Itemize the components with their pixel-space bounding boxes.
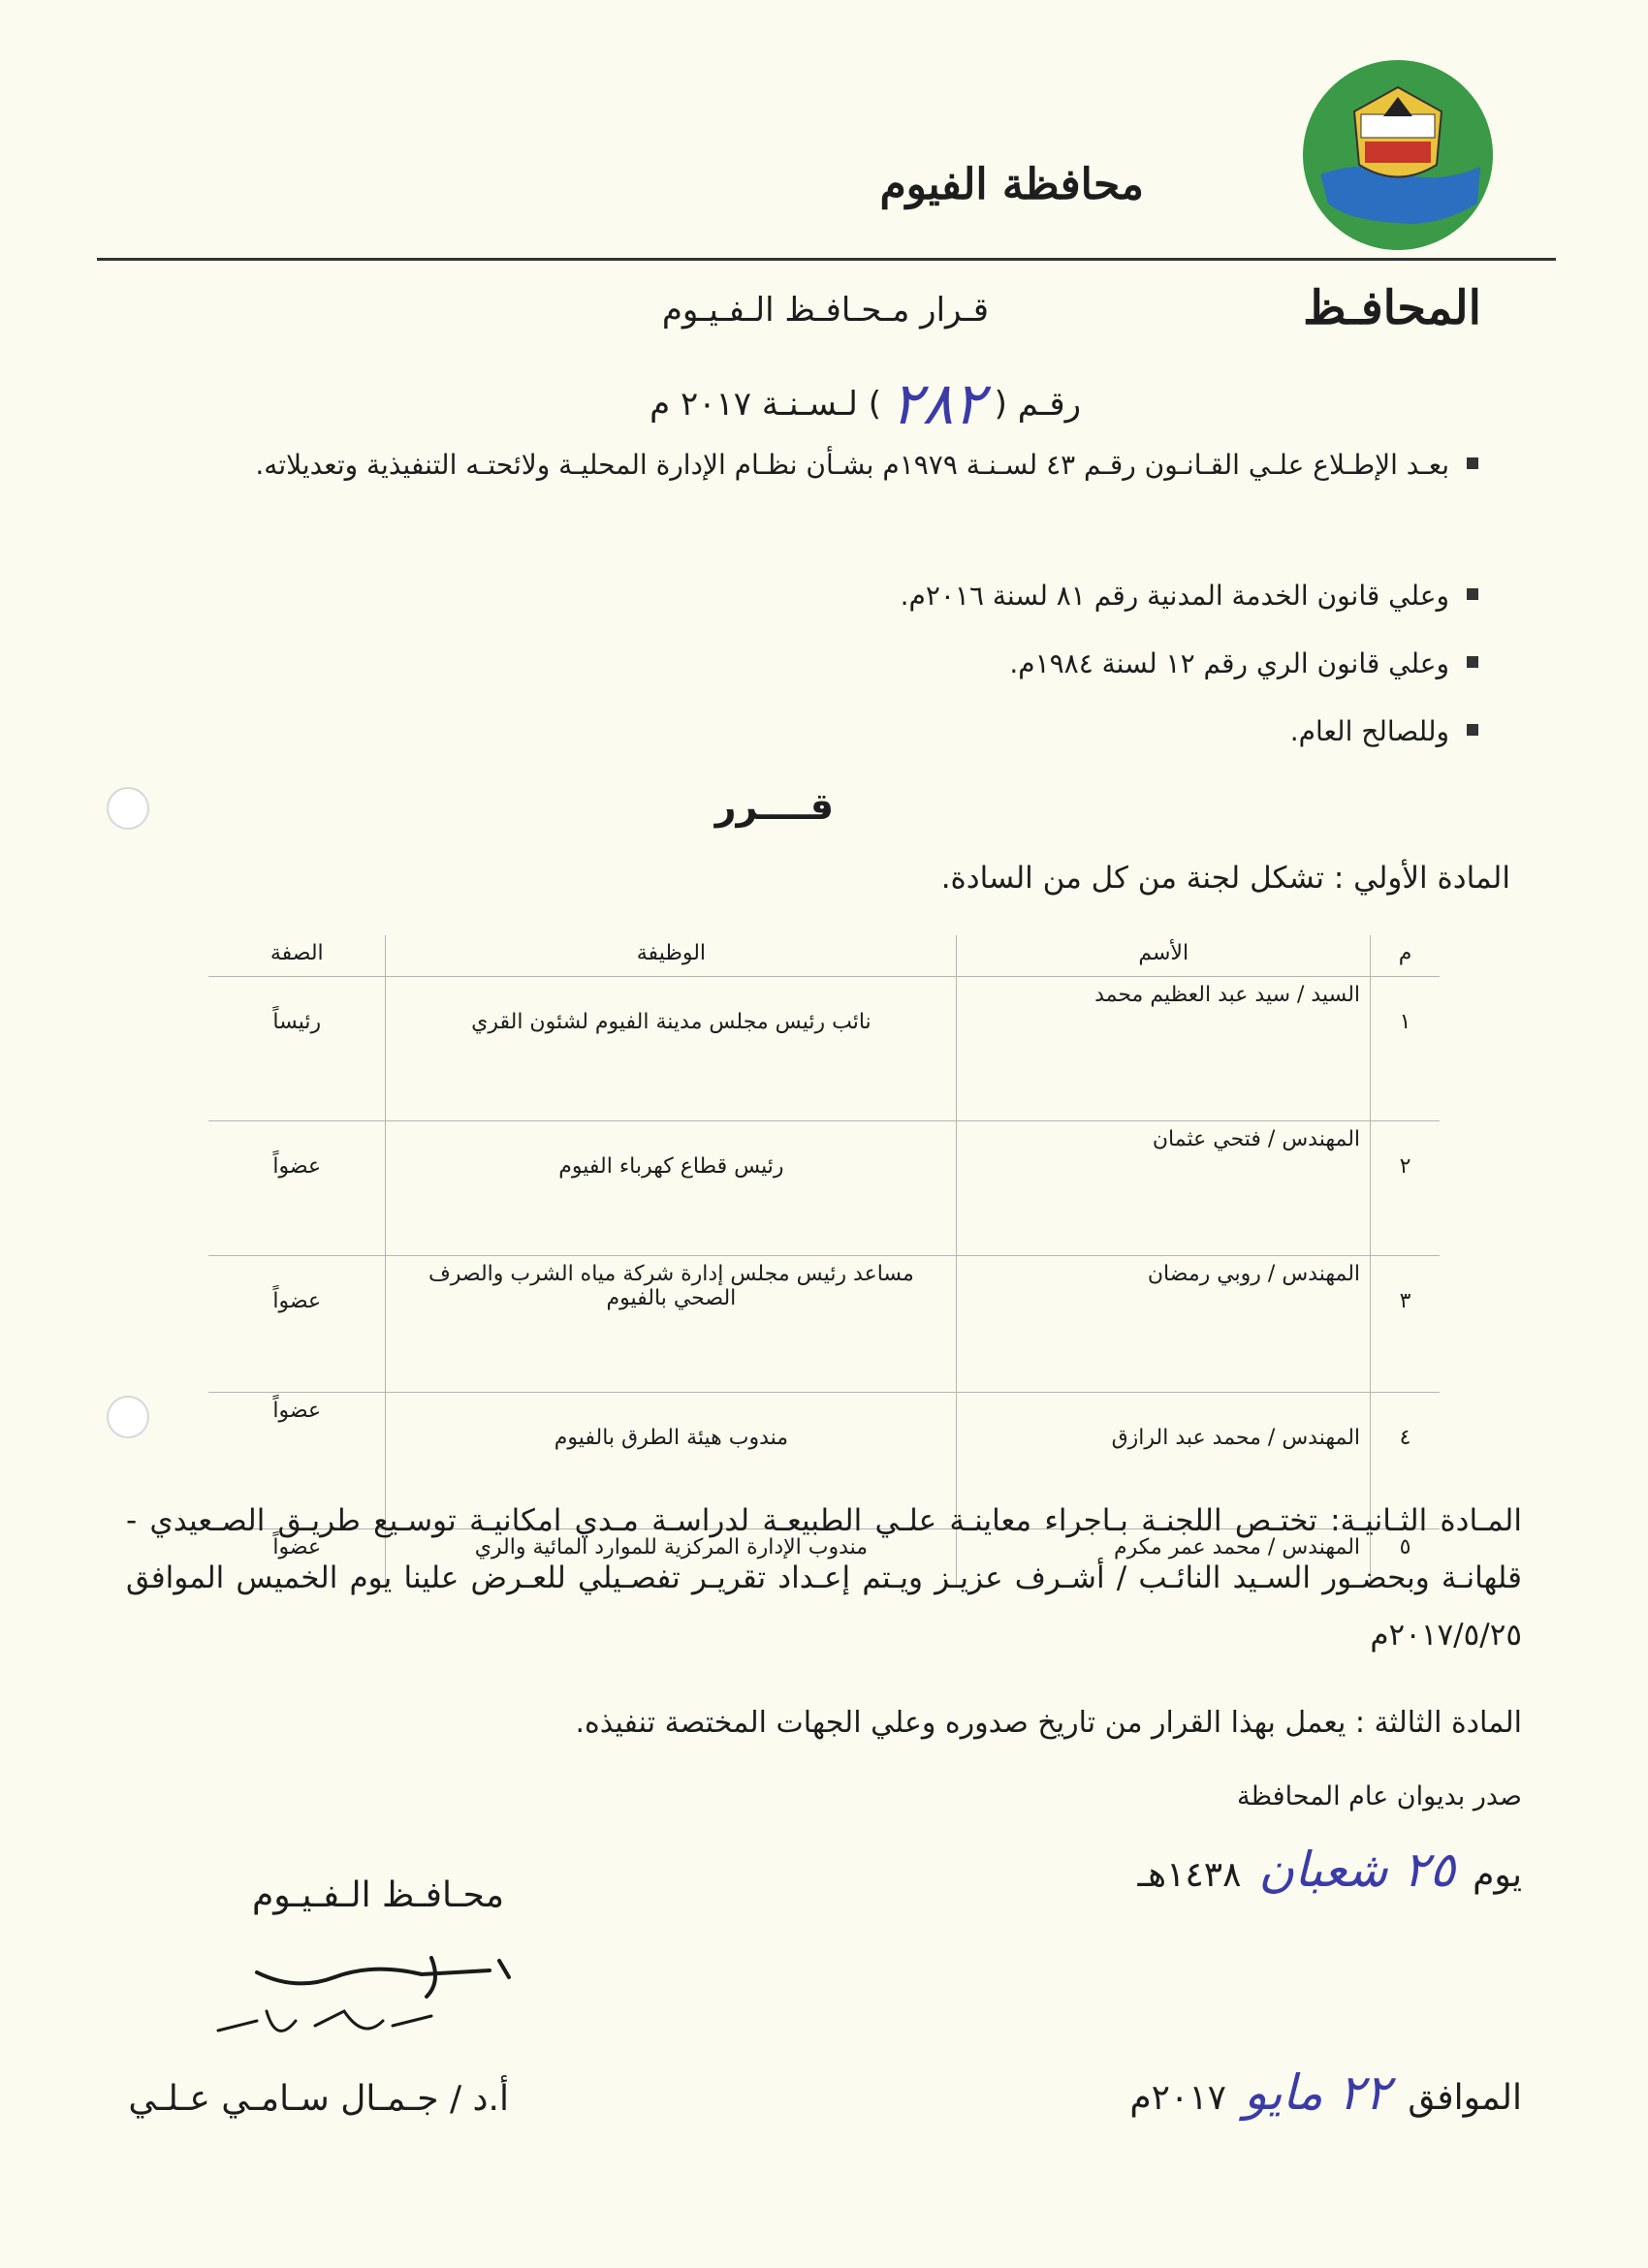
signatory-name: أ.د / جـمـال سـامـي عـلـي — [128, 2079, 509, 2119]
member-no: ٢ — [1371, 1121, 1440, 1256]
issued-at: صدر بديوان عام المحافظة — [1237, 1781, 1522, 1811]
header-no: م — [1371, 935, 1440, 977]
punch-hole — [107, 1396, 149, 1438]
whereas-item: وعلي قانون الخدمة المدنية رقم ٨١ لسنة ٢٠١٦م. — [901, 572, 1478, 619]
bullet-icon — [1467, 457, 1478, 469]
decision-title: قـرار مـحـافـظ الـفـيـوم — [661, 291, 989, 330]
member-name: السيد / سيد عبد العظيم محمد — [957, 977, 1371, 1121]
whereas-item: وللصالح العام. — [1290, 708, 1478, 755]
bullet-icon — [1467, 588, 1478, 600]
header-job: الوظيفة — [386, 935, 957, 977]
gregorian-day: ٢٢ مايو — [1244, 2064, 1391, 2121]
table-header-row — [208, 935, 1440, 977]
header-role: الصفة — [208, 935, 386, 977]
member-role: عضواً — [208, 1256, 386, 1393]
member-name: المهندس / فتحي عثمان — [957, 1121, 1371, 1256]
gregorian-prefix: الموافق — [1408, 2078, 1522, 2118]
committee-table — [208, 935, 1440, 1588]
member-no: ١ — [1371, 977, 1440, 1121]
member-job: مندوب هيئة الطرق بالفيوم — [386, 1393, 957, 1529]
punch-hole — [107, 787, 149, 830]
member-job: مساعد رئيس مجلس إدارة شركة مياه الشرب والصرف الصحي بالفيوم — [386, 1256, 957, 1393]
member-role: عضواً — [208, 1121, 386, 1256]
gregorian-date — [1129, 2064, 1522, 2121]
hijri-day: ٢٥ شعبان — [1258, 1842, 1456, 1898]
table-row — [208, 1256, 1440, 1393]
member-name: المهندس / روبي رمضان — [957, 1256, 1371, 1393]
article-3: المادة الثالثة : يعمل بهذا القرار من تاريخ صدوره وعلي الجهات المختصة تنفيذه. — [575, 1706, 1522, 1740]
hijri-year: ١٤٣٨هـ — [1137, 1855, 1242, 1895]
hijri-prefix: يوم — [1473, 1855, 1522, 1895]
table-row — [208, 1121, 1440, 1256]
member-no: ٣ — [1371, 1256, 1440, 1393]
member-no: ٤ — [1371, 1393, 1440, 1529]
member-job: رئيس قطاع كهرباء الفيوم — [386, 1121, 957, 1256]
member-job: مندوب الإدارة المركزية للموارد المائية والري — [386, 1529, 957, 1589]
decree-heading: قــــرر — [714, 785, 834, 828]
article-2: المـادة الثـانيـة: تختـص اللجنـة بـاجراء معاينـة علـي الطبيعـة لدراسـة مـدي امكانيـة توسـيع طريـق الصـعيدي - قلهانـة وبحضـور السـيد النائـب / أشـرف عزيـز ويـتم إعـداد تقريـر تفصـيلي للعـرض علينا يوم الخميس الموافق ٢٠١٧/٥/٢٥م — [126, 1503, 1522, 1653]
member-no: ٥ — [1371, 1529, 1440, 1589]
handwritten-signature — [199, 1953, 548, 2079]
table-row — [208, 977, 1440, 1121]
header-name: الأسم — [957, 935, 1371, 977]
number-suffix: ) لـسـنـة ٢٠١٧ م — [650, 385, 881, 424]
decision-number-line — [650, 370, 1081, 438]
decision-number: ٢٨٢ — [890, 370, 985, 438]
member-role: عضواً — [272, 1535, 322, 1559]
governor-heading: المحافـظ — [1303, 281, 1481, 335]
whereas-item: بعـد الإطـلاع علـي القـانـون رقـم ٤٣ لسـنـة ١٩٧٩م بشـأن نظـام الإدارة المحليـة ولائحتـه التنفيذية وتعديلاته. — [131, 441, 1478, 488]
governorate-title: محافظة الفيوم — [879, 160, 1144, 209]
hijri-date — [1138, 1842, 1522, 1898]
governorate-logo — [1301, 58, 1495, 252]
header-divider — [97, 258, 1556, 261]
member-name: المهندس / محمد عبد الرازق — [957, 1393, 1371, 1529]
member-job: نائب رئيس مجلس مدينة الفيوم لشئون القري — [386, 977, 957, 1121]
member-role: عضواً — [208, 1393, 386, 1529]
member-role: رئيساً — [208, 977, 386, 1121]
member-name: المهندس / محمد عمر مكرم — [957, 1529, 1371, 1589]
bullet-icon — [1467, 724, 1478, 736]
whereas-item: وعلي قانون الري رقم ١٢ لسنة ١٩٨٤م. — [1009, 640, 1478, 687]
bullet-icon — [1467, 656, 1478, 668]
article-1: المادة الأولي : تشكل لجنة من كل من السادة. — [940, 861, 1510, 896]
number-prefix: رقـم ( — [994, 385, 1081, 424]
signatory-title: محـافـظ الـفـيـوم — [252, 1875, 504, 1915]
gregorian-year: ٢٠١٧م — [1129, 2078, 1226, 2118]
